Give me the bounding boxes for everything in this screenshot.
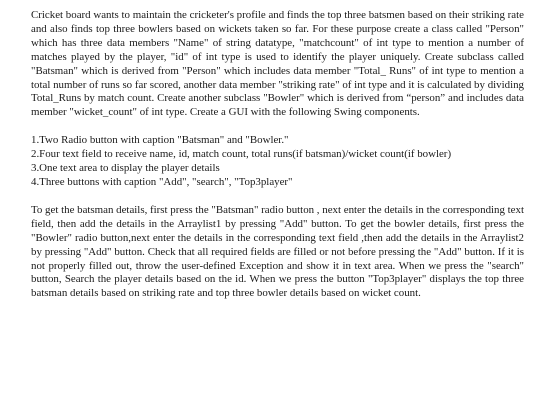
list-item: 2.Four text field to receive name, id, match count, total runs(if batsman)/wicket count(if bowler) <box>31 148 452 161</box>
document-page <box>31 9 524 301</box>
instructions-paragraph: To get the batsman details, first press the "Batsman" radio button , next enter the details in the corresponding text field, then add the details in the Arraylist1 by pressing "Add" button. To get the bowler details, first press the "Bowler" radio button,next enter the details in the corresponding text field ,then add the details in the Arraylist2 by pressing "Add" button. Check that all required fields are filled or not before pressing the "Add" button. If it is not properly filled out, throw the user-defined Exception and show it in text area. When we press the "search" button, Search the player details based on the id. When we press the button "Top3player" displays the top three batsman details based on striking rate and top three bowler details based on wicket count. <box>31 203 524 300</box>
intro-paragraph: Cricket board wants to maintain the cricketer's profile and finds the top three batsmen based on their striking rate and also finds top three bowlers based on wickets taken so far. For these purpose create a class called "Person" which has three data members "Name" of string datatype, "matchcount" of int type to mention a number of matches played by the player, "id" of int type is used to identify the player uniquely. Create subclass called "Batsman" which is derived from "Person" which includes data member "Total_ Runs" of int type to mention a total number of runs so far scored, another data member "striking rate" of int type and it is calculated by dividing Total_Runs by match count. Create another subclass "Bowler" which is derived from “person” and includes data member "wicket_count" of int type. Create a GUI with the following Swing components. <box>31 9 524 119</box>
components-list <box>31 134 524 190</box>
list-item: 1.Two Radio button with caption "Batsman" and "Bowler." <box>31 134 289 147</box>
list-item: 4.Three buttons with caption "Add", "search", "Top3player" <box>31 175 293 188</box>
list-item: 3.One text area to display the player details <box>31 162 220 175</box>
